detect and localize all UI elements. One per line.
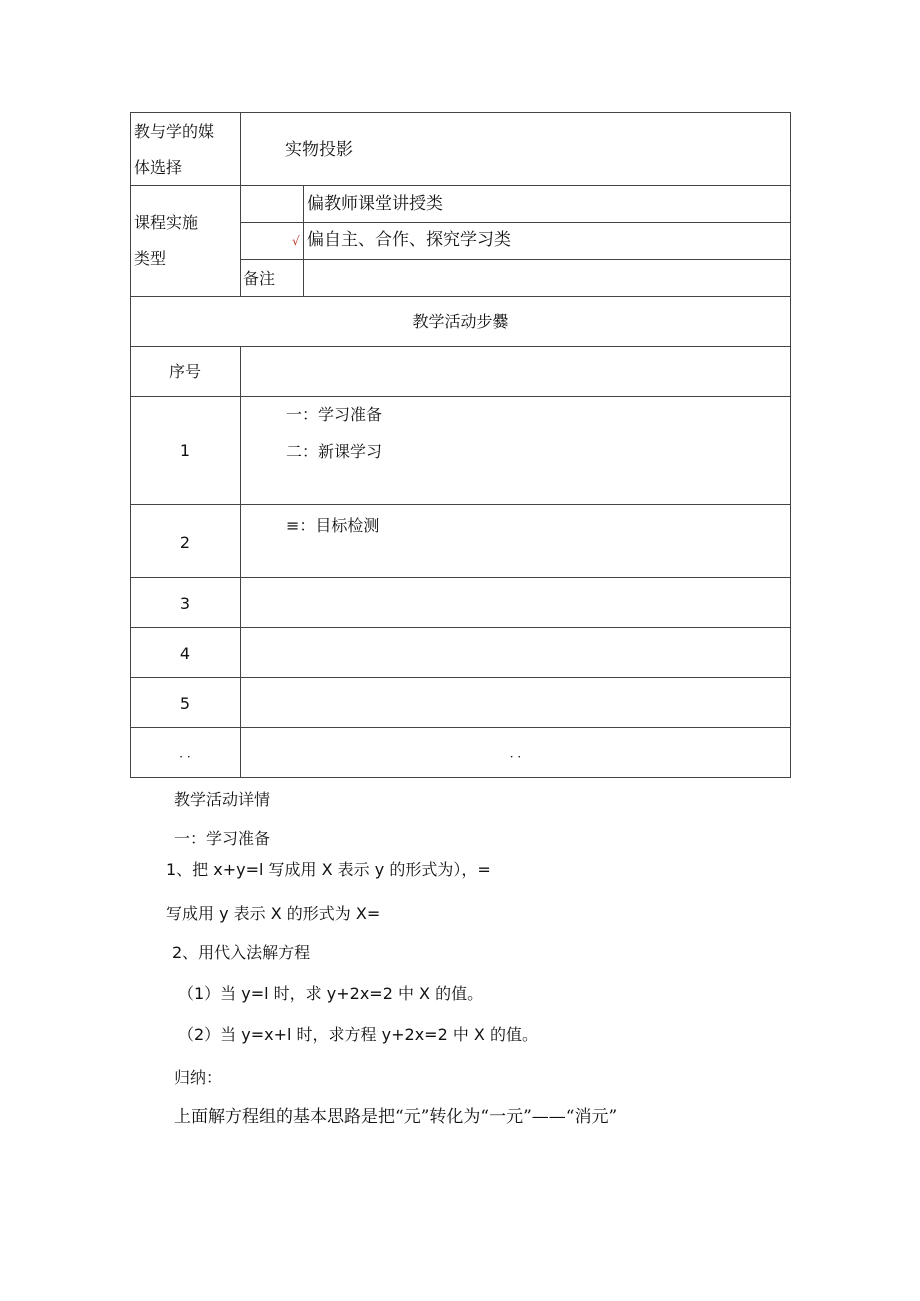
media-label-line2: 体选择 <box>134 158 183 177</box>
row-divider <box>130 577 791 578</box>
table-border-bottom <box>130 777 791 778</box>
summary-label: 归纳： <box>174 1068 223 1087</box>
step-number: 5 <box>179 694 191 713</box>
course-type-label-line2: 类型 <box>134 249 167 268</box>
question-1b: 写成用 y 表示 X 的形式为 X= <box>166 904 381 923</box>
row-divider <box>130 185 791 186</box>
step-number: 1 <box>179 441 191 460</box>
step-number-ellipsis: · · <box>179 750 191 764</box>
row-divider <box>130 504 791 505</box>
row-divider <box>130 296 791 297</box>
option-2-text: 偏自主、合作、探究学习类 <box>307 230 511 250</box>
step-line-ellipsis: · · <box>509 750 522 764</box>
col-divider <box>240 112 241 296</box>
row-divider <box>130 346 791 347</box>
table-border-right <box>790 112 791 778</box>
summary-text: 上面解方程组的基本思路是把“元”转化为“一元”——“消元” <box>174 1107 618 1127</box>
media-label-line1: 教与学的媒 <box>134 122 215 141</box>
col-divider <box>240 346 241 778</box>
question-2: 2、用代入法解方程 <box>172 943 311 962</box>
remark-label: 备注 <box>243 269 276 288</box>
details-section1: 一：学习准备 <box>174 829 271 848</box>
question-2-2: （2）当 y=x+l 时，求方程 y+2x=2 中 X 的值。 <box>178 1025 538 1044</box>
row-divider <box>130 677 791 678</box>
question-1a: 1、把 x+y=l 写成用 X 表示 y 的形式为），= <box>166 860 491 879</box>
steps-heading: 教学活动步爨 <box>412 312 509 331</box>
table-border-top <box>130 112 791 113</box>
media-value: 实物投影 <box>285 140 353 160</box>
step-number: 2 <box>179 533 191 552</box>
col-header-seq: 序号 <box>168 362 201 381</box>
step-line: ≡：目标检测 <box>286 516 380 535</box>
step-line: 二：新课学习 <box>286 442 383 461</box>
row-divider <box>130 396 791 397</box>
course-type-label-line1: 课程实施 <box>134 213 199 232</box>
row-divider <box>240 222 791 223</box>
step-line: 一：学习准备 <box>286 405 383 424</box>
option-2-check: √ <box>292 234 300 248</box>
question-2-1: （1）当 y=l 时，求 y+2x=2 中 X 的值。 <box>178 984 484 1003</box>
row-divider <box>130 627 791 628</box>
option-1-text: 偏教师课堂讲授类 <box>307 194 443 214</box>
step-number: 3 <box>179 594 191 613</box>
details-title: 教学活动详情 <box>174 790 271 809</box>
step-number: 4 <box>179 644 191 663</box>
row-divider <box>130 727 791 728</box>
row-divider <box>240 259 791 260</box>
col-divider <box>303 185 304 296</box>
